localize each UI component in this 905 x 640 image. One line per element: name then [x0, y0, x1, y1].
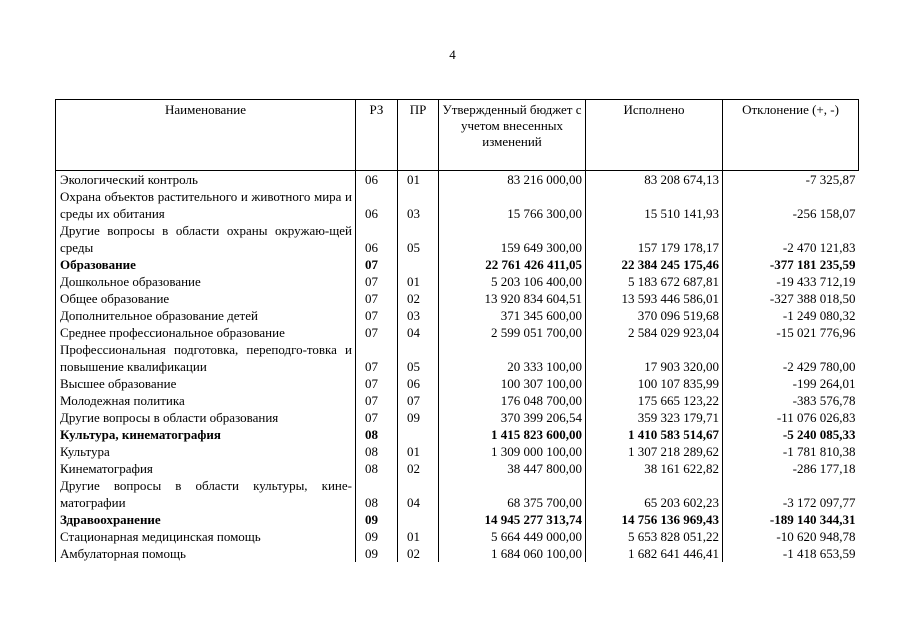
cell-deviation: -327 388 018,50 [769, 291, 856, 306]
header-rz: РЗ [356, 100, 398, 171]
cell-pr: 02 [398, 545, 439, 562]
cell-budget: 371 345 600,00 [439, 307, 586, 324]
cell-rz: 07 [356, 409, 398, 426]
cell-pr [398, 511, 439, 528]
cell-pr: 07 [398, 392, 439, 409]
cell-budget: 13 920 834 604,51 [439, 290, 586, 307]
table-header-row [56, 100, 859, 171]
cell-executed: 83 208 674,13 [586, 171, 723, 189]
cell-executed: 65 203 602,23 [586, 477, 723, 511]
cell-executed: 359 323 179,71 [586, 409, 723, 426]
cell-executed: 175 665 123,22 [586, 392, 723, 409]
cell-rz: 08 [356, 477, 398, 511]
cell-pr: 02 [398, 460, 439, 477]
cell-executed: 1 410 583 514,67 [586, 426, 723, 443]
table-row [56, 375, 859, 392]
cell-rz: 06 [356, 171, 398, 189]
table-row [56, 511, 859, 528]
cell-budget: 68 375 700,00 [439, 477, 586, 511]
cell-budget: 38 447 800,00 [439, 460, 586, 477]
cell-rz: 06 [356, 188, 398, 222]
cell-pr: 01 [398, 443, 439, 460]
cell-executed: 5 653 828 051,22 [586, 528, 723, 545]
cell-name: Среднее профессиональное образование [56, 324, 356, 341]
cell-name: Амбулаторная помощь [56, 545, 356, 562]
cell-deviation: -3 172 097,77 [782, 495, 856, 510]
cell-deviation: -7 325,87 [805, 172, 856, 187]
table-row [56, 477, 859, 511]
cell-deviation: -2 470 121,83 [782, 240, 856, 255]
cell-deviation: -1 249 080,32 [782, 308, 856, 323]
cell-deviation: -11 076 026,83 [776, 410, 856, 425]
cell-name: Культура [56, 443, 356, 460]
cell-budget: 1 684 060 100,00 [439, 545, 586, 562]
cell-name: Образование [56, 256, 356, 273]
page-number: 4 [449, 47, 456, 62]
cell-pr: 01 [398, 171, 439, 189]
table-row [56, 188, 859, 222]
cell-pr: 02 [398, 290, 439, 307]
cell-deviation: -189 140 344,31 [769, 512, 856, 527]
cell-deviation: -383 576,78 [792, 393, 856, 408]
cell-rz: 07 [356, 273, 398, 290]
cell-name: Общее образование [56, 290, 356, 307]
cell-pr: 04 [398, 324, 439, 341]
cell-pr [398, 256, 439, 273]
cell-name: Профессиональная подготовка, переподго-товка и повышение квалификации [56, 341, 356, 375]
cell-rz: 08 [356, 460, 398, 477]
cell-rz: 09 [356, 511, 398, 528]
table-row [56, 324, 859, 341]
cell-executed: 17 903 320,00 [586, 341, 723, 375]
table-row [56, 222, 859, 256]
cell-executed: 100 107 835,99 [586, 375, 723, 392]
cell-budget: 1 415 823 600,00 [439, 426, 586, 443]
cell-rz: 08 [356, 443, 398, 460]
cell-deviation: -286 177,18 [792, 461, 856, 476]
cell-executed: 13 593 446 586,01 [586, 290, 723, 307]
cell-budget: 370 399 206,54 [439, 409, 586, 426]
cell-pr: 03 [398, 188, 439, 222]
cell-executed: 1 307 218 289,62 [586, 443, 723, 460]
cell-rz: 07 [356, 290, 398, 307]
table-row [56, 443, 859, 460]
cell-budget: 176 048 700,00 [439, 392, 586, 409]
cell-budget: 159 649 300,00 [439, 222, 586, 256]
cell-name: Другие вопросы в области охраны окружаю-щей среды [56, 222, 356, 256]
cell-executed: 5 183 672 687,81 [586, 273, 723, 290]
cell-rz: 07 [356, 256, 398, 273]
cell-rz: 07 [356, 392, 398, 409]
cell-executed: 22 384 245 175,46 [586, 256, 723, 273]
cell-pr: 05 [398, 222, 439, 256]
table-row [56, 341, 859, 375]
cell-deviation: -15 021 776,96 [776, 325, 856, 340]
cell-executed: 2 584 029 923,04 [586, 324, 723, 341]
cell-budget: 14 945 277 313,74 [439, 511, 586, 528]
budget-table [55, 99, 859, 562]
table-row [56, 273, 859, 290]
cell-name: Молодежная политика [56, 392, 356, 409]
cell-budget: 1 309 000 100,00 [439, 443, 586, 460]
table-row [56, 307, 859, 324]
cell-rz: 08 [356, 426, 398, 443]
cell-budget: 2 599 051 700,00 [439, 324, 586, 341]
cell-executed: 157 179 178,17 [586, 222, 723, 256]
header-pr: ПР [398, 100, 439, 171]
cell-deviation: -19 433 712,19 [776, 274, 856, 289]
cell-pr: 09 [398, 409, 439, 426]
cell-budget: 15 766 300,00 [439, 188, 586, 222]
cell-rz: 07 [356, 375, 398, 392]
cell-budget: 5 664 449 000,00 [439, 528, 586, 545]
cell-budget: 100 307 100,00 [439, 375, 586, 392]
cell-name: Кинематография [56, 460, 356, 477]
header-deviation: Отклонение (+, -) [723, 100, 859, 171]
cell-rz: 07 [356, 341, 398, 375]
cell-deviation: -256 158,07 [792, 206, 856, 221]
cell-name: Другие вопросы в области культуры, кине-матографии [56, 477, 356, 511]
cell-pr [398, 426, 439, 443]
cell-name: Охрана объектов растительного и животного мира и среды их обитания [56, 188, 356, 222]
table-row [56, 409, 859, 426]
cell-rz: 09 [356, 545, 398, 562]
cell-executed: 14 756 136 969,43 [586, 511, 723, 528]
cell-name: Высшее образование [56, 375, 356, 392]
cell-pr: 01 [398, 528, 439, 545]
cell-deviation: -377 181 235,59 [769, 257, 856, 272]
cell-name: Экологический контроль [56, 171, 356, 189]
cell-deviation: -1 781 810,38 [782, 444, 856, 459]
cell-executed: 1 682 641 446,41 [586, 545, 723, 562]
cell-name: Дополнительное образование детей [56, 307, 356, 324]
cell-pr: 01 [398, 273, 439, 290]
cell-rz: 09 [356, 528, 398, 545]
cell-rz: 06 [356, 222, 398, 256]
cell-rz: 07 [356, 307, 398, 324]
cell-deviation: -199 264,01 [792, 376, 856, 391]
cell-budget: 20 333 100,00 [439, 341, 586, 375]
cell-name: Культура, кинематография [56, 426, 356, 443]
cell-budget: 22 761 426 411,05 [439, 256, 586, 273]
table-row [56, 392, 859, 409]
cell-rz: 07 [356, 324, 398, 341]
cell-budget: 83 216 000,00 [439, 171, 586, 189]
cell-pr: 05 [398, 341, 439, 375]
header-executed: Исполнено [586, 100, 723, 171]
cell-pr: 03 [398, 307, 439, 324]
cell-name: Стационарная медицинская помощь [56, 528, 356, 545]
header-budget: Утвержденный бюджет с учетом внесенных изменений [439, 100, 586, 171]
table-row [56, 256, 859, 273]
cell-deviation: -1 418 653,59 [782, 546, 856, 561]
table-row [56, 545, 859, 562]
header-name: Наименование [56, 100, 356, 171]
table-row [56, 460, 859, 477]
table-row [56, 426, 859, 443]
cell-name: Дошкольное образование [56, 273, 356, 290]
cell-budget: 5 203 106 400,00 [439, 273, 586, 290]
cell-executed: 370 096 519,68 [586, 307, 723, 324]
cell-pr: 06 [398, 375, 439, 392]
cell-deviation: -10 620 948,78 [776, 529, 856, 544]
cell-name: Здравоохранение [56, 511, 356, 528]
table-row [56, 290, 859, 307]
table-body [56, 171, 859, 563]
cell-executed: 38 161 622,82 [586, 460, 723, 477]
cell-name: Другие вопросы в области образования [56, 409, 356, 426]
cell-executed: 15 510 141,93 [586, 188, 723, 222]
table-row [56, 171, 859, 189]
cell-deviation: -5 240 085,33 [782, 427, 856, 442]
cell-pr: 04 [398, 477, 439, 511]
cell-deviation: -2 429 780,00 [782, 359, 856, 374]
table-row [56, 528, 859, 545]
